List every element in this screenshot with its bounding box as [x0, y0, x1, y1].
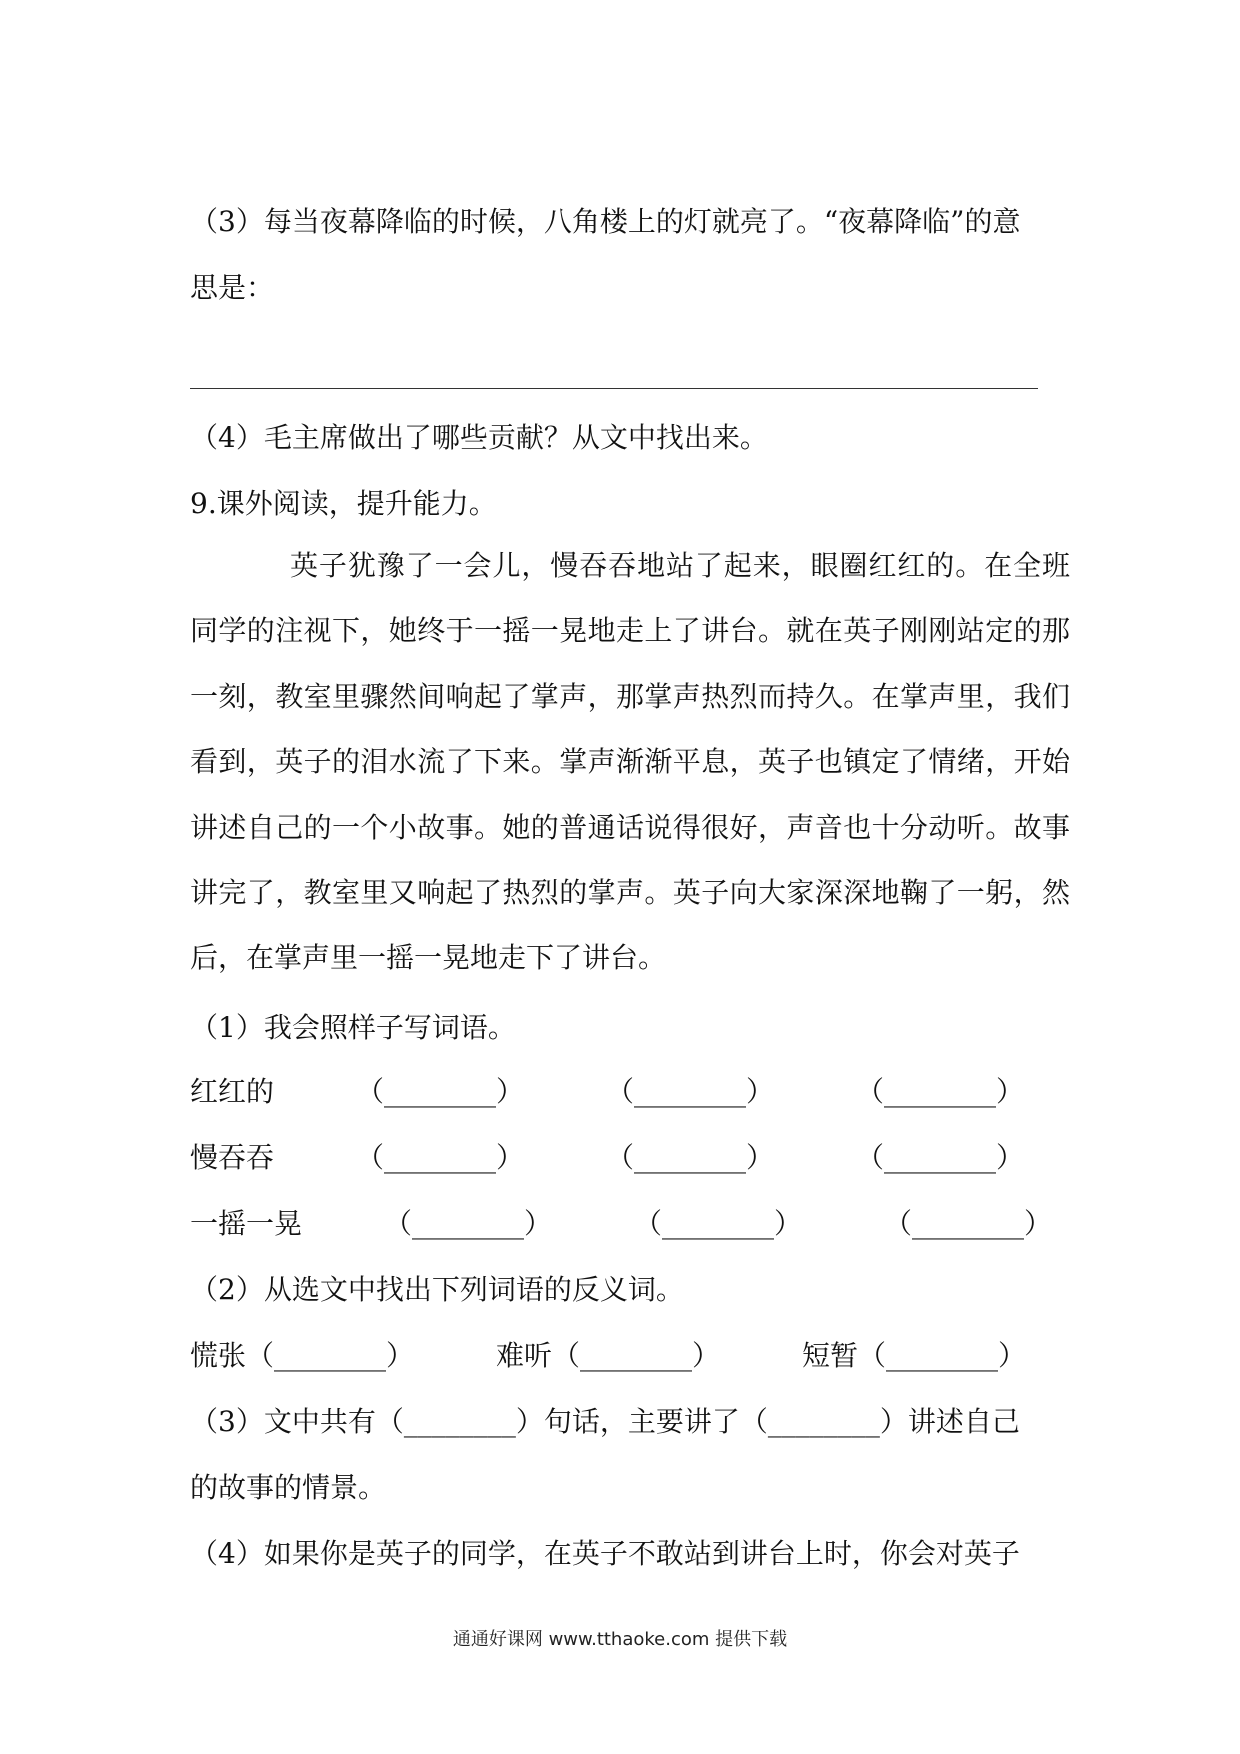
word-example: 一摇一晃 [190, 1207, 303, 1240]
blank-slot: （________） [356, 1141, 525, 1174]
q4-question: （4）毛主席做出了哪些贡献？从文中找出来。 [190, 421, 768, 454]
blank-slot: （________） [606, 1141, 775, 1174]
sub4-question: （4）如果你是英子的同学，在英子不敢站到讲台上时，你会对英子 [190, 1537, 1020, 1570]
blank-slot: （________） [634, 1207, 803, 1240]
blank-slot: （________） [856, 1075, 1025, 1108]
antonym-item: 慌张（________） [190, 1339, 415, 1372]
word-example: 红红的 [190, 1075, 275, 1108]
page-footer: 通通好课网 www.tthaoke.com 提供下载 [452, 1629, 788, 1650]
reading-passage: 英子犹豫了一会儿，慢吞吞地站了起来，眼圈红红的。在全班同学的注视下，她终于一摇一晃地走上了讲台。就在英子刚刚站定的那一刻，教室里骤然间响起了掌声，那掌声热烈而持久。在掌声里，我们看到，英子的泪水流了下来。掌声渐渐平息，英子也镇定了情绪，开始讲述自己的一个小故事。她的普通话说得很好，声音也十分动听。故事讲完了，教室里又响起了热烈的掌声。英子向大家深深地鞠了一躬，然后，在掌声里一摇一晃地走下了讲台。 [190, 549, 1070, 975]
blank-slot: （________） [384, 1207, 553, 1240]
blank-slot: （________） [884, 1207, 1053, 1240]
blank-slot: （________） [856, 1141, 1025, 1174]
sub1-title: （1）我会照样子写词语。 [190, 1011, 516, 1044]
q9-heading: 9.课外阅读，提升能力。 [190, 487, 497, 520]
q3-line-1: （3）每当夜幕降临的时候，八角楼上的灯就亮了。“夜幕降临”的意 [190, 205, 1021, 238]
sub3-line-2: 的故事的情景。 [190, 1471, 387, 1504]
antonym-item: 短暂（________） [802, 1339, 1027, 1372]
blank-slot: （________） [356, 1075, 525, 1108]
blank-slot: （________） [606, 1075, 775, 1108]
antonym-item: 难听（________） [496, 1339, 721, 1372]
word-example: 慢吞吞 [190, 1141, 275, 1174]
answer-line [190, 388, 1038, 389]
q3-line-2: 思是： [190, 271, 275, 304]
sub3-line-1: （3）文中共有（________）句话，主要讲了（________）讲述自己 [190, 1405, 1020, 1438]
sub2-title: （2）从选文中找出下列词语的反义词。 [190, 1273, 684, 1306]
